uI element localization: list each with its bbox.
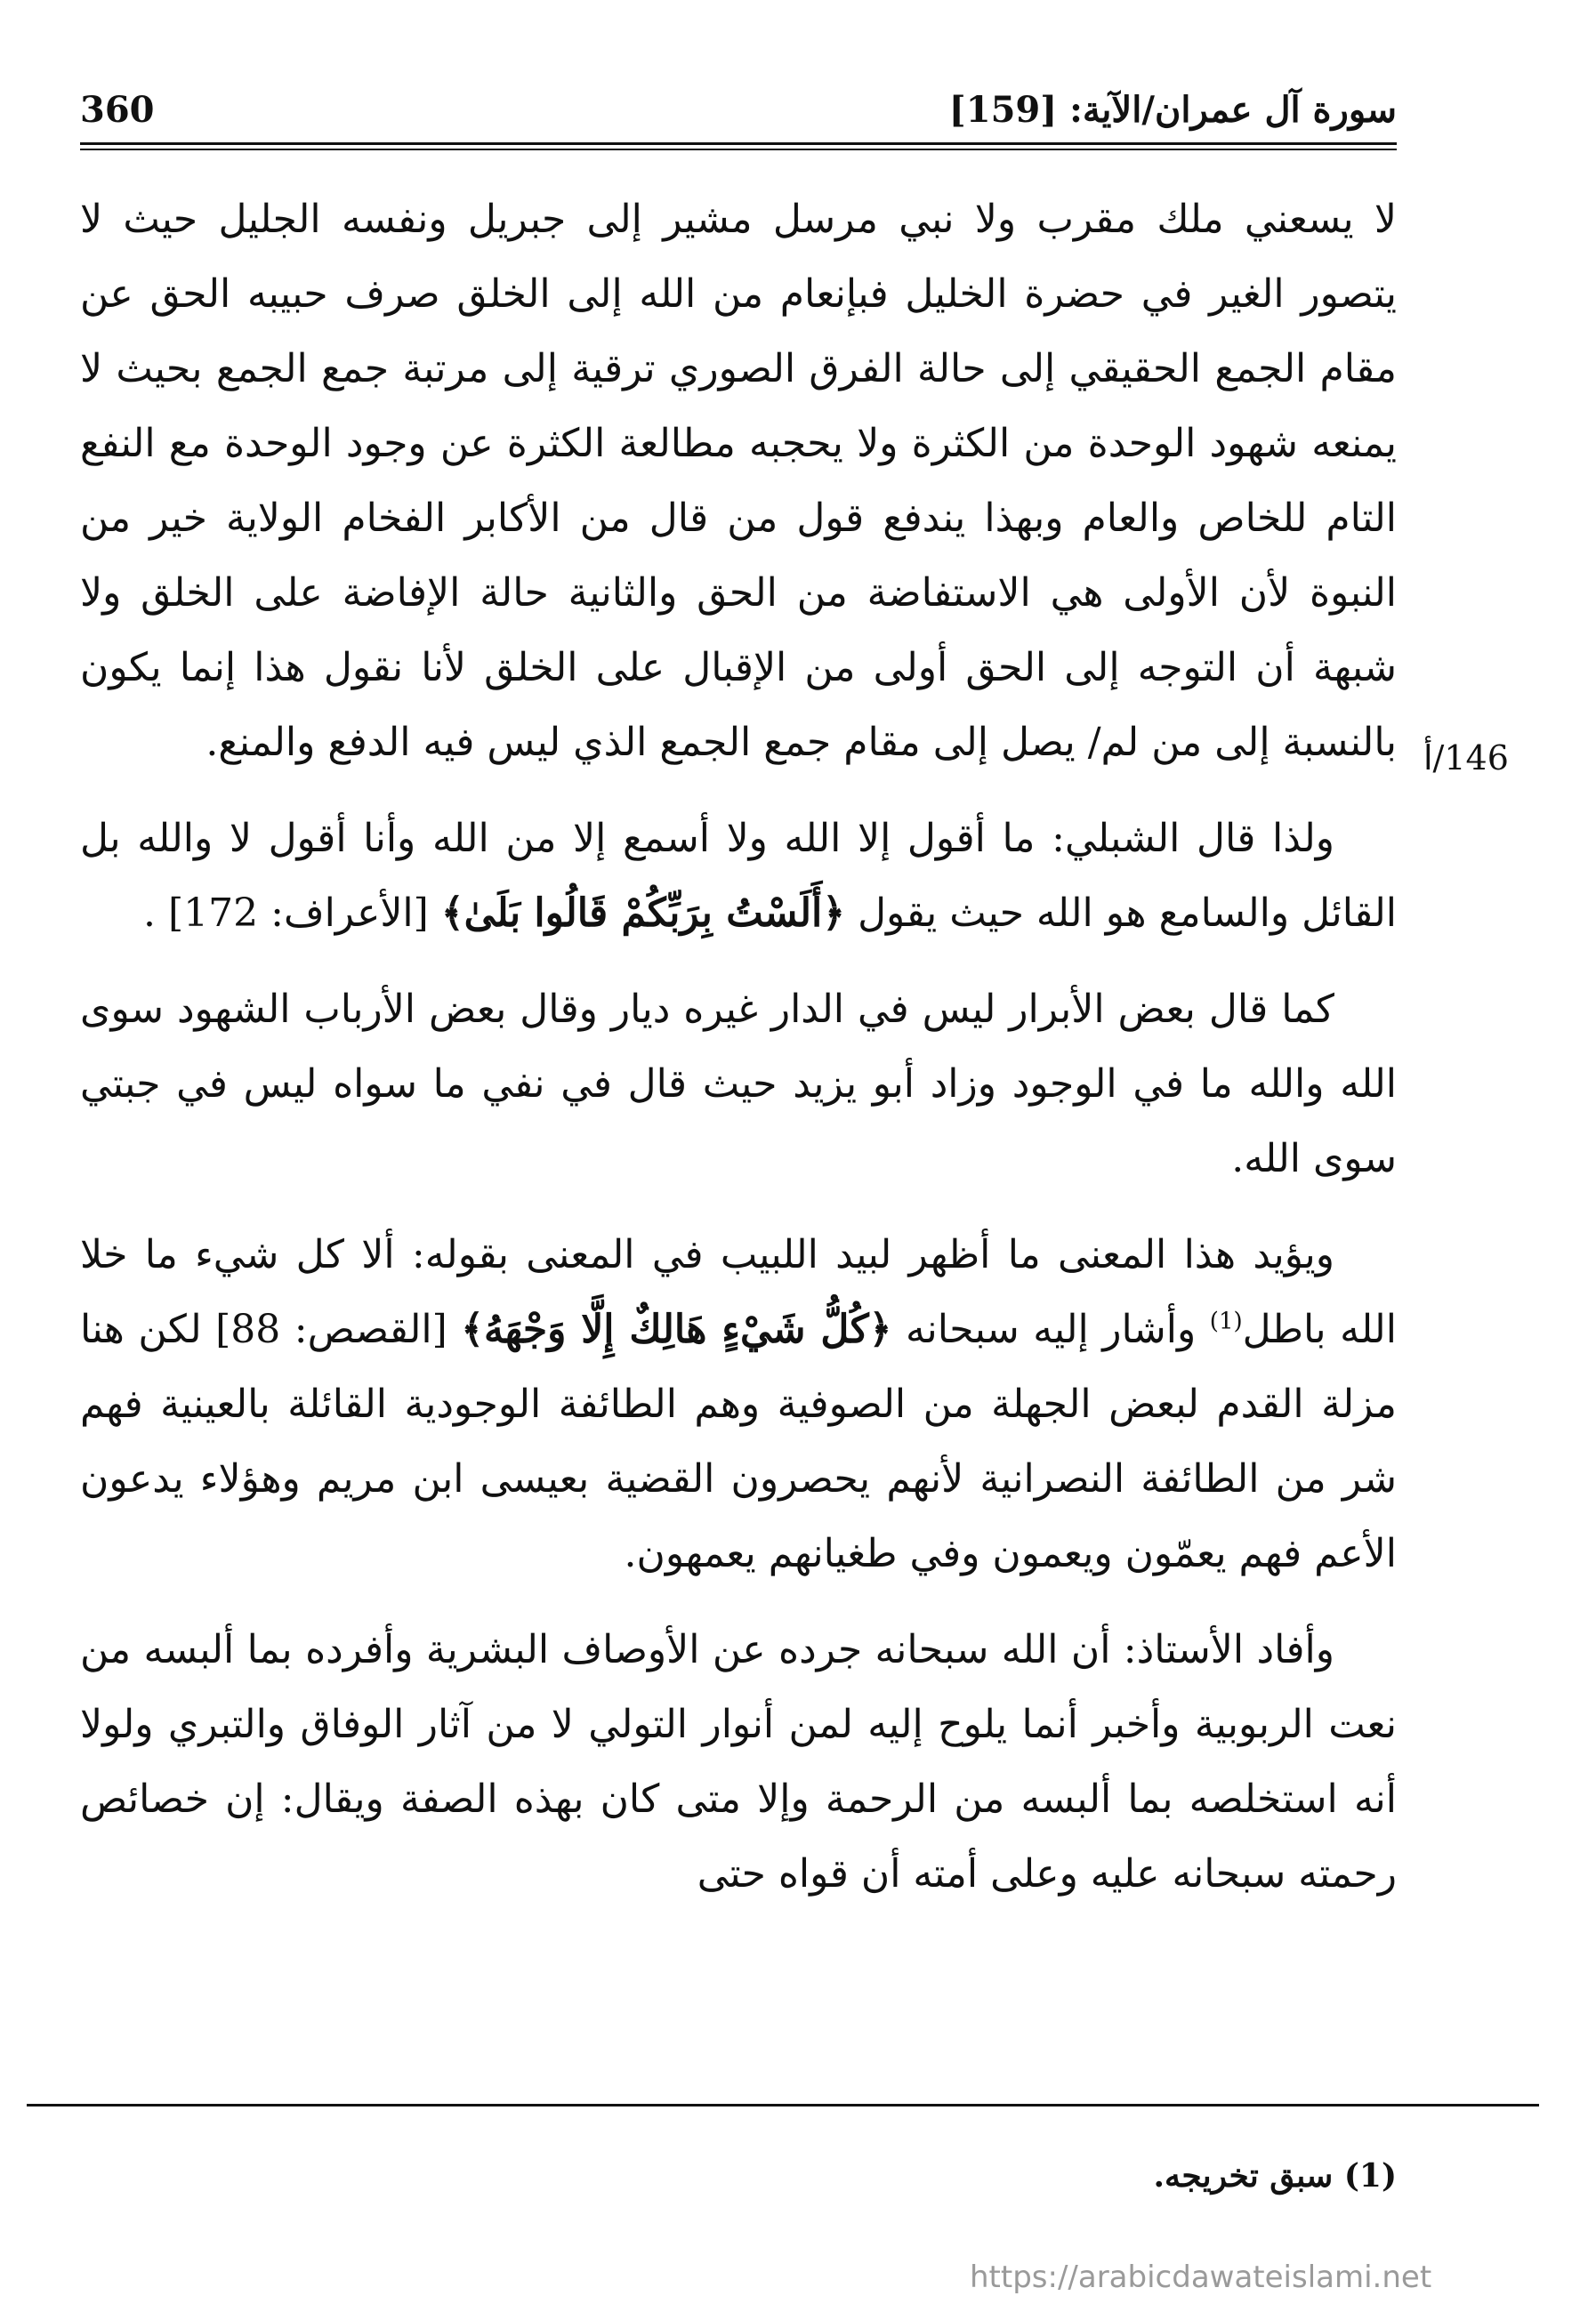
paragraph-shibli: [80, 802, 1397, 951]
footnote: (1) سبق تخريجه.: [1153, 2157, 1397, 2195]
page-number: 360: [80, 89, 155, 131]
verse-reference-araf: [الأعراف: 172] .: [143, 890, 429, 936]
paragraph-labid-continuation: لكن هنا مزلة القدم لبعض الجهلة من الصوفية وهم الطائفة الوجودية القائلة بالعينية فهم شر من الطائفة النصرانية لأنهم يحصرون القضية بعيسى ابن مريم وهؤلاء يدعون الأعم فهم يعمّون ويعمون وفي طغيانهم يعمهون.: [80, 1307, 1397, 1576]
labid-text-2: وأشار إليه سبحانه: [905, 1307, 1197, 1352]
watermark-url: https://arabicdawateislami.net: [970, 2260, 1432, 2295]
manuscript-folio-note: 146/أ: [1423, 738, 1509, 777]
header-rule-secondary: [80, 149, 1397, 150]
body-text: [80, 182, 1397, 1933]
paragraph-ustadh: وأفاد الأستاذ: أن الله سبحانه جرده عن الأوصاف البشرية وأفرده بما ألبسه من نعت الربوبية وأخبر أنما يلوح إليه لمن أنوار التولي لا من آثار الوفاق والتبري ولولا أنه استخلصه بما ألبسه من الرحمة وإلا متى كان بهذه الصفة ويقال: إن خصائص رحمته سبحانه عليه وعلى أمته أن قواه حتى: [80, 1627, 1397, 1897]
running-head: سورة آل عمران/الآية: [159]: [948, 89, 1397, 131]
quran-verse-kullu-shayin: ﴿كُلُّ شَيْءٍ هَالِكٌ إِلَّا وَجْهَهُ﴾: [461, 1307, 892, 1352]
quran-verse-alast: ﴿أَلَسْتُ بِرَبِّكُمْ قَالُوا بَلَىٰ﴾: [440, 890, 846, 936]
shibli-text: ولذا قال الشبلي: ما أقول إلا الله ولا أسمع إلا من الله وأنا أقول لا والله بل القائل والسامع هو الله حيث يقول: [80, 816, 1397, 936]
paragraph-abrar: كما قال بعض الأبرار ليس في الدار غيره ديار وقال بعض الأرباب الشهود سوى الله والله ما في الوجود وزاد أبو يزيد حيث قال في نفي ما سواه ليس في جبتي سوى الله.: [80, 987, 1397, 1181]
verse-reference-qasas: [القصص: 88]: [215, 1307, 447, 1352]
labid-text-1: ويؤيد هذا المعنى ما أظهر لبيد اللبيب في المعنى بقوله: ألا كل شيء ما خلا الله باطل: [80, 1232, 1397, 1352]
paragraph-1: لا يسعني ملك مقرب ولا نبي مرسل مشير إلى جبريل ونفسه الجليل حيث لا يتصور الغير في حضرة الخليل فبإنعام من الله إلى الخلق صرف حبيبه الحق عن مقام الجمع الحقيقي إلى حالة الفرق الصوري ترقية إلى مرتبة جمع الجمع بحيث لا يمنعه شهود الوحدة من الكثرة ولا يحجبه مطالعة الكثرة عن وجود الوحدة مع النفع التام للخاص والعام وبهذا يندفع قول من قال من الأكابر الفخام الولاية خير من النبوة لأن الأولى هي الاستفاضة من الحق والثانية حالة الإفاضة على الخلق ولا شبهة أن التوجه إلى الحق أولى من الإقبال على الخلق لأنا نقول هذا إنما يكون بالنسبة إلى من لم/ يصل إلى مقام جمع الجمع الذي ليس فيه الدفع والمنع.: [80, 197, 1397, 765]
footnote-marker: (1): [1209, 1308, 1243, 1335]
page-header: [80, 89, 1397, 142]
footnote-rule: [27, 2104, 1539, 2107]
header-rule: [80, 142, 1397, 145]
paragraph-labid: [80, 1218, 1397, 1591]
